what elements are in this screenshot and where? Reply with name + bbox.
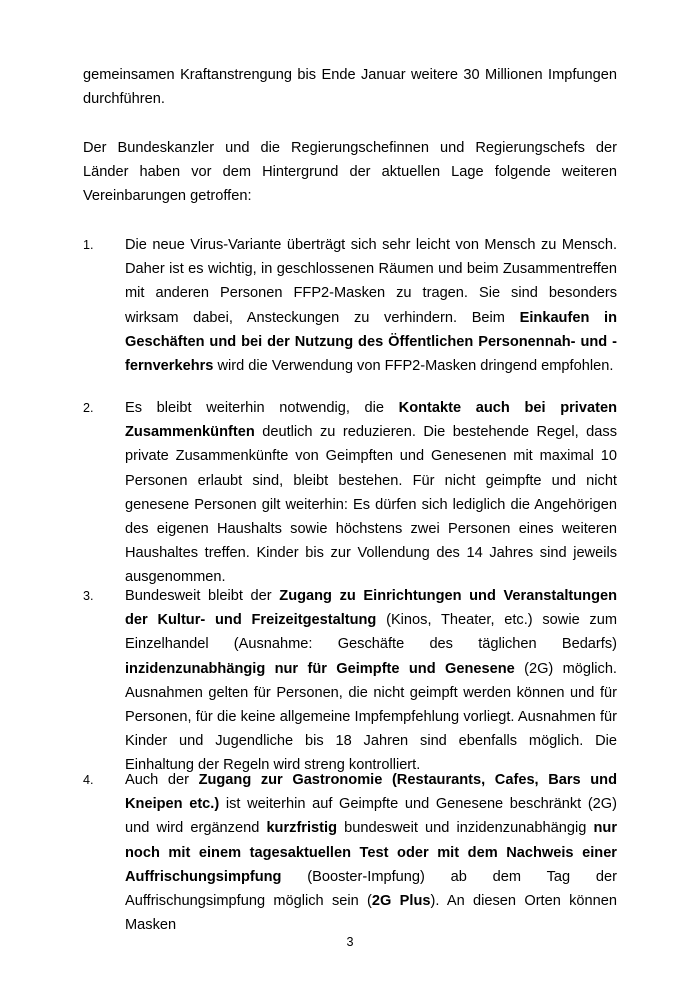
list-item-text xyxy=(125,396,617,590)
list-item-text xyxy=(125,768,617,937)
list-item-number: 3. xyxy=(83,589,94,603)
text-run: bundesweit und inzidenzunabhängig xyxy=(336,820,594,837)
list-item-number: 2. xyxy=(83,401,94,415)
bold-text-run: kurzfristig xyxy=(266,820,337,837)
page-number: 3 xyxy=(346,935,354,949)
bold-text-run: Zugang zur Gastronomie (Restaurants, Cafes, Bars und Kneipen etc.) xyxy=(125,772,618,813)
bold-text-run: nur noch mit einem tagesaktuellen Test oder mit dem Nachweis einer Auffrischungsimpfung xyxy=(125,820,617,885)
text-run: deutlich zu reduzieren. Die bestehende Regel, dass private Zusammenkünfte von Geimpften und Genesenen mit maximal 10 Personen erlaubt sind, bleibt bestehen. Für nicht geimpfte und nicht genesene Personen gilt weiterhin: Es dürfen sich lediglich die Angehörigen des eigenen Haushalts sowie höchstens zwei Personen eines weiteren Haushaltes treffen. Kinder bis zur Vollendung des 14 Jahres sind jeweils ausgenommen. xyxy=(125,424,617,586)
intro-paragraph: gemeinsamen Kraftanstrengung bis Ende Januar weitere 30 Millionen Impfungen durchführen. xyxy=(83,67,617,108)
list-item-text xyxy=(125,233,617,378)
list-item-4 xyxy=(83,768,617,937)
text-run: Die neue Virus-Variante überträgt sich sehr leicht von Mensch zu Mensch. Daher ist es wichtig, in geschlossenen Räumen und beim Zusammentreffen mit anderen Personen FFP2-Masken zu tragen. Sie sind besonders wirksam dabei, Ansteckungen zu verhindern. Beim xyxy=(125,237,617,326)
text-run: (Kinos, Theater, etc.) sowie zum Einzelhandel (Ausnahme: Geschäfte des täglichen Bedarfs) xyxy=(125,612,617,653)
list-item-3 xyxy=(83,584,617,778)
text-run: wird die Verwendung von FFP2-Masken dringend empfohlen. xyxy=(213,358,614,375)
list-item-text xyxy=(125,584,617,778)
list-item-1 xyxy=(83,233,617,378)
bold-text-run: 2G Plus xyxy=(371,893,431,910)
bold-text-run: inzidenzunabhängig nur für Geimpfte und Genesene xyxy=(125,660,515,677)
decision-paragraph: Der Bundeskanzler und die Regierungschefinnen und Regierungschefs der Länder haben vor dem Hintergrund der aktuellen Lage folgende weiteren Vereinbarungen getroffen: xyxy=(83,140,617,205)
bold-text-run: Zugang zu Einrichtungen und Veranstaltungen der Kultur- und Freizeitgestaltung xyxy=(125,588,618,629)
text-run: (2G) möglich. Ausnahmen gelten für Personen, die nicht geimpft werden können und für Personen, für die keine allgemeine Impfempfehlung vorliegt. Ausnahmen für Kinder und Jugendliche bis 18 Jahren sind ebenfalls möglich. Die Einhaltung der Regeln wird streng kontrolliert. xyxy=(125,660,617,774)
text-run: (Booster-Impfung) ab dem Tag der Auffrischungsimpfung möglich sein ( xyxy=(125,868,617,910)
list-item-number: 4. xyxy=(83,773,94,787)
text-run: Es bleibt weiterhin notwendig, die xyxy=(125,400,399,416)
text-run: Auch der xyxy=(125,772,199,788)
list-item-2 xyxy=(83,396,617,590)
text-run: ist weiterhin auf Geimpfte und Genesene beschränkt (2G) und wird ergänzend xyxy=(125,796,618,837)
text-run: Bundesweit bleibt der xyxy=(125,588,280,604)
list-item-number: 1. xyxy=(83,238,94,252)
bold-text-run: Einkaufen in Geschäften und bei der Nutzung des Öffentlichen Personennah- und -fernverkehrs xyxy=(125,309,617,375)
text-run: ). An diesen Orten können Masken xyxy=(125,893,618,934)
bold-text-run: Kontakte auch bei privaten Zusammenkünften xyxy=(125,400,617,441)
